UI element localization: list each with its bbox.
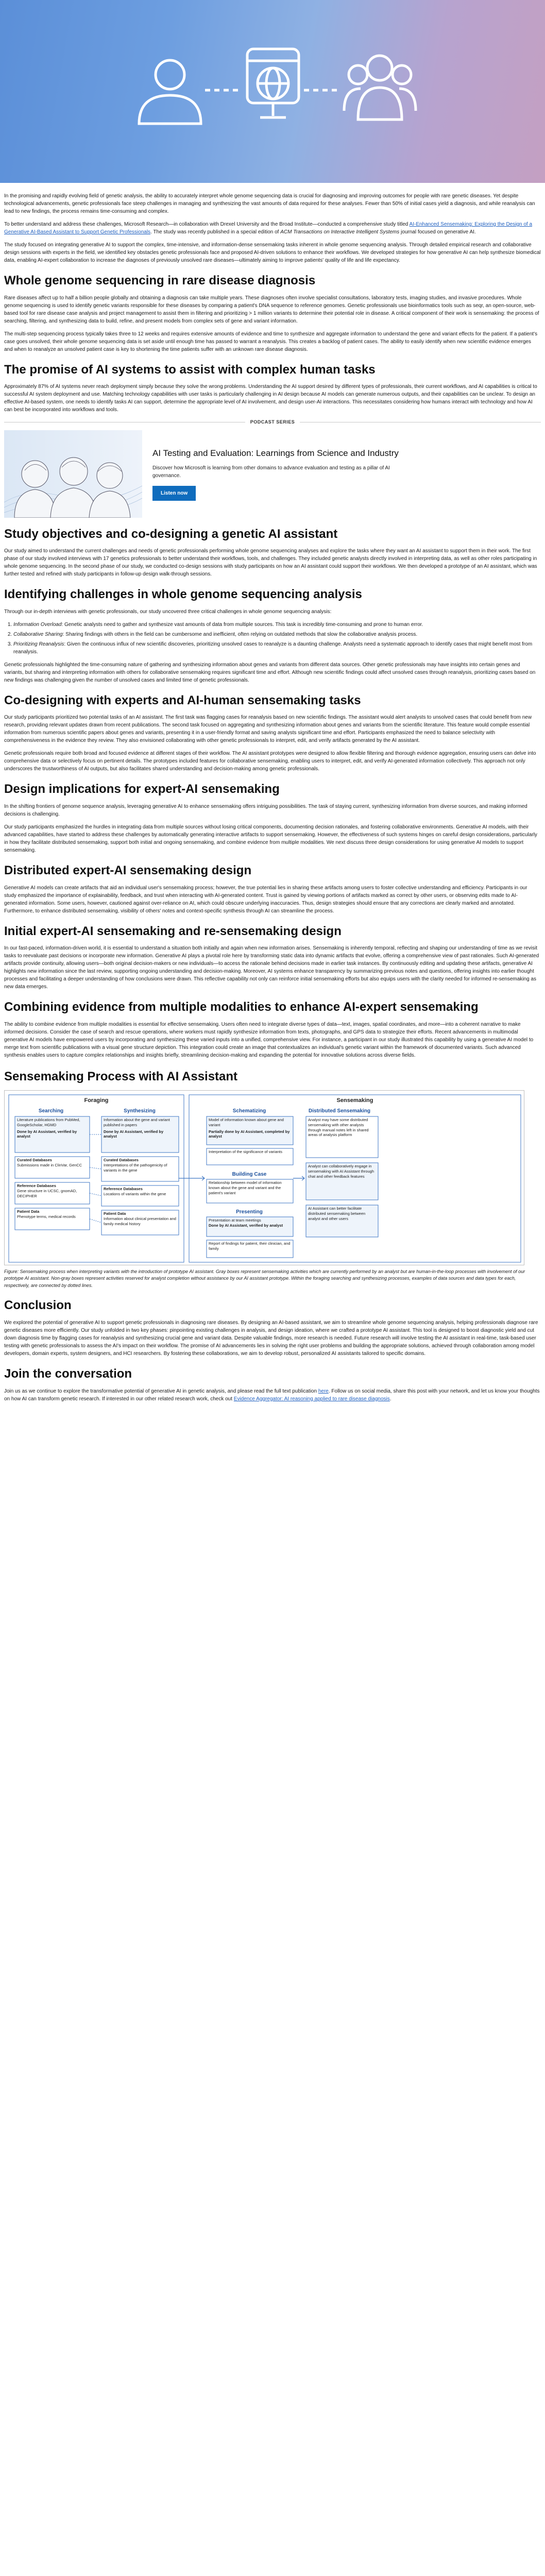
distributed-paragraph-1: Generative AI models can create artifacts that aid an individual user's sensemaking process; however, the true potential lies in sharing these artifacts among users to foster collective understanding and efficiency. Participants in our study emphasized the importance of explainability, feedback, and trust when interacting with AI-generated content. Trust is gained by viewing portions of artifacts marked as correct by other users, or observing edits made to AI-generated information. Some users, however, cautioned against over-reliance on AI, which could obscure underlying inaccuracies. Thus, design strategies should ensure that any corrections are clearly marked and annotated. Furthermore, to enhance distributed sensemaking, visibility of others' notes and context-specific synthesis through AI can streamline the process.: [4, 885, 527, 914]
group-of-people-icon: [344, 56, 416, 120]
podcast-promo: [4, 419, 541, 518]
full-text-link[interactable]: here: [318, 1388, 329, 1394]
podcast-label-row: [4, 419, 541, 426]
section-heading-conclusion: Conclusion: [4, 1298, 72, 1313]
search-box-curated-title: Curated Databases: [17, 1157, 52, 1162]
codesign-paragraph-2: Genetic professionals require both broad and focused evidence at different stages of their workflow. The AI assistant prototypes were designed to allow flexible filtering and thorough evidence aggregation, ensuring users can delve into comprehensive data or selectively focus on pertinent details. The prototypes included features for collaborative sensemaking, enabling users to interpret, edit, and verify AI-generated information collectively. This approach not only underscores the trustworthiness of AI outputs, but also facilitates shared understanding and decision-making among genetic professionals.: [4, 751, 536, 772]
ai-partial-note: Partially done by AI Assistant, completed by analyst: [209, 1129, 290, 1139]
search-box-reference-text: Gene structure in UCSC, gnomAD, DECIPHER: [17, 1188, 77, 1198]
schema-box-model-text: Model of information known about gene and variant: [209, 1117, 284, 1127]
listen-now-button[interactable]: Listen now: [152, 486, 196, 501]
section-heading-distributed: Distributed expert-AI sensemaking design: [4, 863, 252, 878]
synth-box-patient-text: Information about clinical presentation and family medical history: [104, 1216, 176, 1226]
sensemaking-process-figure: [4, 1090, 524, 1265]
searching-label: Searching: [38, 1108, 64, 1114]
search-box-patient-text: Phenotype terms, medical records: [17, 1214, 76, 1219]
present-box-meetings-text: Presentation at team meetings: [209, 1217, 261, 1223]
list-item: 2. Collaborative Sharing: Sharing findings with others in the field can be cumbersome and inefficient, often relying on outdated methods that slow the collaborative analysis process.: [13, 631, 541, 638]
ai-done-note: Done by AI Assistant, verified by analyst: [104, 1129, 164, 1139]
search-box-patient-title: Patient Data: [17, 1209, 40, 1214]
codesign-paragraph-1: Our study participants prioritized two potential tasks of an AI assistant. The first task was flagging cases for reanalysis based on new scientific findings. The assistant would alert analysts to unsolved cases that could benefit from new research, providing relevant updates drawn from recent publications. The second task focused on aggregating and synthesizing information about genes and variants from the scientific literature. This feature would compile essential information from numerous scientific papers about genes and variants, presenting it in a user-friendly format and saving analysts significant time and effort. Participants emphasized the need to balance selectivity with comprehensiveness in the evidence they review. They also envisioned collaborating with other genetic professionals to interpret, edit, and verify artifacts generated by the AI assistant.: [4, 715, 532, 744]
challenges-list: [4, 621, 541, 656]
figure-title: Sensemaking Process with AI Assistant: [4, 1069, 238, 1083]
schema-box-interpretation-text: Interpretation of the significance of variants: [209, 1149, 282, 1154]
list-item: 1. Information Overload: Genetic analysts need to gather and synthesize vast amounts of data from multiple sources. This task is incredibly time-consuming and prone to human error.: [13, 621, 541, 629]
sensemaking-diagram: [5, 1091, 525, 1266]
conclusion-paragraph-1: We explored the potential of generative AI to support genetic professionals in diagnosing rare diseases. By designing an AI-based assistant, we aim to streamline whole genome sequencing analysis, helping professionals diagnose rare genetic diseases more efficiently. Our study unfolded in two key phases: pinpointing existing challenges in analysis, and design ideation, where we crafted a prototype AI assistant. This tool is designed to boost diagnostic yield and cut down diagnosis time by flagging cases for reanalysis and synthesizing crucial gene and variant data. Despite valuable findings, more research is needed. Future research will involve testing the AI assistant in real-time, task-based user testing with genetic professionals to assess the AI's impact on their workflow. The promise of AI advancements lies in solving the right user problems and building the appropriate solutions, achieved through collaboration among model developers, domain experts, system designers, and HCI researchers. By fostering these collaborations, we aim to develop robust, personalized AI assistants tailored to specific domains.: [4, 1319, 538, 1357]
section-heading-promise: The promise of AI systems to assist with complex human tasks: [4, 362, 376, 377]
wgs-paragraph-1: Rare diseases affect up to half a billion people globally and obtaining a diagnosis can take multiple years. These diagnoses often involve specialist consultations, laboratory tests, imaging studies, and invasive procedures. Whole genome sequencing is used to identify genetic variants responsible for these diseases by comparing a patient's DNA sequence to reference genomes. Genetic professionals use bioinformatics tools such as seqr, an open-source, web-based tool for rare disease case analysis and project management to assist them in filtering and prioritizing > 1 million variants to determine their potential role in disease. A critical component of their work is sensemaking: the process of searching, filtering, and synthesizing data to build, refine, and present models from complex sets of gene and variant information.: [4, 295, 539, 324]
hero-banner: [0, 0, 545, 183]
section-heading-combining: Combining evidence from multiple modalities to enhance AI-expert sensemaking: [4, 1000, 479, 1014]
list-item: 3. Prioritizing Reanalysis: Given the continuous influx of new scientific discoveries, prioritizing unsolved cases to reanalyze is a daunting challenge. Analysts need a systematic approach to identify cases that might benefit most from reanalysis.: [13, 640, 541, 656]
section-heading-join: Join the conversation: [4, 1366, 132, 1381]
journal-name: ACM Transactions on Interactive Intelligent Systems: [280, 229, 400, 235]
challenges-paragraph-1: Through our in-depth interviews with genetic professionals, our study uncovered three critical challenges in whole genome sequencing analysis:: [4, 608, 332, 615]
foraging-label: Foraging: [84, 1097, 109, 1104]
implications-paragraph-2: Our study participants emphasized the hurdles in integrating data from multiple sources without losing critical components, documenting decision rationales, and fostering collaborative environments. Generative AI models, with their advanced capabilities, have started to address these challenges by automatically generating interactive artifacts to support sensemaking. However, the effectiveness of such systems hinges on careful design considerations, particularly in how they facilitate distributed sensemaking, support both initial and ongoing sensemaking, and combine evidence from multiple modalities. We next discuss three design considerations for using generative AI models to support sensemaking.: [4, 824, 537, 854]
dotted-connectors: [90, 1134, 101, 1223]
globe-in-browser-window-icon: [247, 49, 299, 117]
distributed-sensemaking-label: Distributed Sensemaking: [308, 1108, 371, 1114]
synthesizing-label: Synthesizing: [124, 1108, 156, 1114]
study-publication-link[interactable]: AI-Enhanced Sensemaking: Exploring the Design of a Generative AI-Based Assistant to Support Genetic Professionals: [4, 222, 533, 235]
ai-done-note: Done by AI Assistant, verified by analyst: [17, 1129, 77, 1139]
podcast-text: [152, 447, 415, 501]
dist-box-notes-text: Analyst may have some distributed sensemaking with other analysts through manual notes left in shared areas of analysis platform: [308, 1117, 369, 1138]
synth-box-patient-title: Patient Data: [104, 1211, 126, 1216]
promise-paragraph-1: Approximately 87% of AI systems never reach deployment simply because they solve the wrong problems. Understanding the AI support desired by different types of professionals, their current workflows, and AI capabilities is critical to successful AI system deployment and use. Matching technology capabilities with user tasks is particularly challenging in AI design because AI models can generate numerous outputs, and their capabilities can be unclear. To design an effective AI-based system, one needs to identify tasks AI can support, determine the appropriate level of AI involvement, and design user-AI interactions. This necessitates considering how humans interact with technology and how AI can best be incorporated into workflows and tools.: [4, 384, 537, 413]
section-heading-initial: Initial expert-AI sensemaking and re-sensemaking design: [4, 924, 342, 938]
study-paragraph-1: Our study aimed to understand the current challenges and needs of genetic professionals performing whole genome sequencing analyses and explore the tasks where they want an AI assistant to support them in their work. The first phase of our study involved interviews with 17 genetics professionals to better understand their workflows, tools, and challenges. They included genetic analysts directly involved in interpreting data, as well as other roles participating in whole genome sequencing. In the second phase of our study, we conducted co-design sessions with study participants on how an AI assistant could support their workflows. We then developed a prototype of an AI assistant, which was further tested and refined with study participants in follow-up design walk-through sessions.: [4, 548, 537, 578]
intro-paragraph-1: In the promising and rapidly evolving field of genetic analysis, the ability to accurately interpret whole genome sequencing data is crucial for diagnosing and improving outcomes for people with rare genetic diseases. Yet despite technological advancements, genetic professionals face steep challenges in managing and synthesizing the vast amounts of data required for these analyses. Fewer than 50% of initial cases yield a diagnosis, and while reanalysis can lead to new findings, the process remains time-consuming and complex.: [4, 193, 535, 214]
person-icon: [139, 60, 201, 124]
synth-box-reference-title: Reference Databases: [104, 1186, 143, 1191]
presenting-label: Presenting: [236, 1209, 263, 1215]
initial-paragraph-1: In our fast-paced, information-driven world, it is essential to understand a situation both initially and again when new information arises. Sensemaking is inherently temporal, reflecting and shaping our understanding of time as we revisit tasks to reevaluate past decisions or incorporate new information. Generative AI plays a pivotal role here by transforming static data into dynamic artifacts that evolve, offering a comprehensive view of past rationales. Such AI-generated artifacts provide continuity, allowing users—both original decision-makers or new individuals—to access the rationale behind decisions made in earlier task instances. By continuously editing and updating these artifacts, generative AI highlights new information since the last review, supporting ongoing understanding and decision-making. Moreover, AI systems enhance transparency by summarizing previous notes and questions, offering insights into earlier thought processes and facilitating a deeper understanding of how conclusions were drawn. This reflective capability not only can reinforce initial sensemaking efforts but also equips users with the clarity needed for informed re-sensemaking as new data emerges.: [4, 945, 539, 990]
intro-paragraph-2: To better understand and address these challenges, Microsoft Research—in collaboration with Drexel University and the Broad Institute—conducted a comprehensive study titled AI-Enhanced Sensemaking: Exploring the Design of a Generative AI-Based Assistant to Support Genetic Professionals. The study was recently published in a special edition of ACM Transactions on Interactive Intelligent Systems journal focused on generative AI.: [4, 222, 533, 235]
synth-box-curated-text: Interpretations of the pathogenicity of variants in the gene: [104, 1162, 167, 1173]
podcast-description: Discover how Microsoft is learning from other domains to advance evaluation and testing as a pillar of AI governance.: [152, 465, 390, 479]
article-body: [0, 183, 545, 1429]
podcast-card: [4, 430, 541, 518]
synth-box-curated-title: Curated Databases: [104, 1157, 139, 1162]
dist-box-chat-text: Analyst can collaboratively engage in sensemaking with AI Assistant through chat and other feedback features: [308, 1163, 374, 1179]
figure-caption: Figure: Sensemaking process when interpreting variants with the introduction of prototype AI assistant. Gray boxes represent sensemaking activities which are currently performed by an analyst but are human-in-the-loop processes with involvement of our prototype AI assistant. Non-gray boxes represent activities reserved for analyst completion without assistance by our AI assistant prototype. Within the foraging searching and synthesizing processes, examples of data sources and data types for each, respectively, are connected by dotted lines.: [4, 1268, 525, 1288]
search-box-reference-title: Reference Databases: [17, 1183, 56, 1188]
wgs-paragraph-2: The multi-step sequencing process typically takes three to 12 weeks and requires extensive amounts of evidence and time to synthesize and aggregate information to understand the gene and variant effects for the patient. If a patient's case goes unsolved, their whole genome sequencing data is set aside until enough time has passed to warrant a reanalysis. This creates a backlog of patient cases. The ability to easily identify when new scientific evidence emerges and when to reanalyze an unsolved patient case is key to shortening the time patients suffer with an unknown rare disease diagnosis.: [4, 331, 538, 352]
podcast-speakers-illustration: [4, 430, 142, 518]
combining-paragraph-1: The ability to combine evidence from multiple modalities is essential for effective sensemaking. Users often need to integrate diverse types of data—text, images, spatial coordinates, and more—into a coherent narrative to make informed decisions. Consider the case of search and rescue operations, where workers must rapidly synthesize information from texts, photographs, and GPS data to strategize their efforts. Recent advancements in multimodal generative AI models have empowered users by incorporating and synthesizing these varied inputs into a unified, comprehensive view. For instance, a participant in our study illustrated this capability by using a generative AI model to merge text from scientific publications with a visual gene structure depiction. This integration could create an image that contextualizes an individual's genetic variant within the framework of documented variants. Such advanced synthesis enables users to capture complex relationships and insights briefly, streamlining decision-making and expanding the potential for innovative solutions across diverse fields.: [4, 1021, 534, 1058]
case-box-text: Relationship between model of information known about the gene and variant and the patient's variant: [209, 1180, 282, 1195]
podcast-title[interactable]: AI Testing and Evaluation: Learnings from Science and Industry: [152, 448, 399, 459]
section-heading-challenges: Identifying challenges in whole genome sequencing analysis: [4, 587, 362, 602]
section-heading-wgs: Whole genome sequencing in rare disease diagnosis: [4, 274, 316, 287]
intro-paragraph-3: The study focused on integrating generative AI to support the complex, time-intensive, and information-dense sensemaking tasks inherent in whole genome sequencing analysis. Through detailed empirical research and collaborative design sessions with experts in the field, we identified key obstacles genetic professionals face and proposed AI-driven solutions to enhance their workflows. We developed strategies for how generative AI can help synthesize biomedical data, enabling AI-expert collaboration to increase the diagnoses of previously unsolved rare diseases—ultimately aiming to improve patients' quality of life and life expectancy.: [4, 242, 541, 263]
dist-box-facilitate-text: AI Assistant can better facilitate distributed sensemaking between analyst and other users: [308, 1206, 366, 1221]
join-paragraph-1: Join us as we continue to explore the transformative potential of generative AI in genetic analysis, and please read the full text publication here. Follow us on social media, share this post with your network, and let us know your thoughts on how AI can transform genetic research. If interested in our other related research work, check out Evidence Aggregator: AI reasoning applied to rare disease diagnosis.: [4, 1388, 540, 1402]
synth-box-reference-text: Locations of variants within the gene: [104, 1191, 166, 1196]
search-box-literature-text: Literature publications from PubMed, GoogleScholar, HGMD: [17, 1117, 80, 1127]
section-heading-codesign: Co-designing with experts and AI-human sensemaking tasks: [4, 693, 361, 707]
ai-done-note: Done by AI Assistant, verified by analyst: [209, 1223, 283, 1228]
hero-illustration: [0, 0, 545, 183]
podcast-series-label: PODCAST SERIES: [250, 419, 295, 425]
implications-paragraph-1: In the shifting frontiers of genome sequence analysis, leveraging generative AI to enhance sensemaking offers intriguing possibilities. The task of staying current, synthesizing information from diverse sources, and making informed decisions is challenging.: [4, 804, 527, 818]
building-case-label: Building Case: [232, 1171, 267, 1177]
synth-box-papers-text: Information about the gene and variant published in papers: [104, 1117, 170, 1127]
challenges-paragraph-2: Genetic professionals highlighted the time-consuming nature of gathering and synthesizing information about genes and variants from different data sources. Other genetic professionals may have insights into certain genes and variants, but sharing and interpreting information with others for collaborative sensemaking requires significant time and effort. Although new scientific findings could affect unsolved cases through reanalysis, prioritizing cases based on new findings was challenging given the number of unsolved cases and limited time of genetic professionals.: [4, 662, 536, 683]
evidence-aggregator-link[interactable]: Evidence Aggregator: AI reasoning applied to rare disease diagnosis: [233, 1396, 390, 1402]
schematizing-label: Schematizing: [232, 1108, 266, 1114]
section-heading-implications: Design implications for expert-AI sensemaking: [4, 782, 280, 796]
search-box-curated-text: Submissions made in ClinVar, GenCC: [17, 1162, 82, 1167]
present-box-report-text: Report of findings for patient, their clinician, and family: [209, 1241, 291, 1251]
sensemaking-label: Sensemaking: [336, 1097, 373, 1104]
section-heading-study: Study objectives and co-designing a genetic AI assistant: [4, 527, 338, 541]
